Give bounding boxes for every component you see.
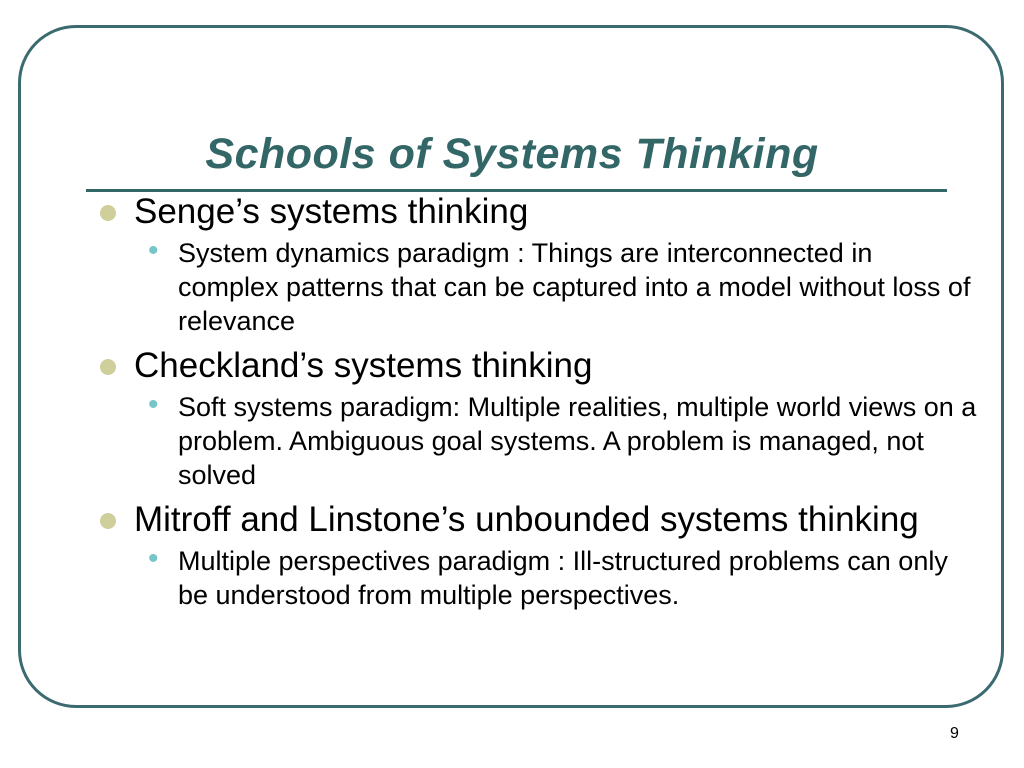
slide-title: Schools of Systems Thinking <box>205 130 819 178</box>
sub-bullet-system-dynamics <box>98 236 978 338</box>
sub-bullet-text: Multiple perspectives paradigm : Ill-structured problems can only be understood from multiple perspectives. <box>178 546 948 610</box>
slide-content <box>98 192 978 612</box>
bullet-text: Checkland’s systems thinking <box>134 346 593 385</box>
sub-bullet-multiple-perspectives <box>98 544 978 612</box>
bullet-item-mitroff-linstone <box>98 500 978 540</box>
bullet-item-senge <box>98 192 978 232</box>
sub-bullet-soft-systems <box>98 390 978 492</box>
round-bullet-icon <box>100 513 116 529</box>
bullet-text: Senge’s systems thinking <box>134 192 529 231</box>
dot-bullet-icon: • <box>148 234 159 267</box>
sub-bullet-text: System dynamics paradigm : Things are interconnected in complex patterns that can be captured into a model without loss of relevance <box>178 238 971 336</box>
bullet-item-checkland <box>98 346 978 386</box>
dot-bullet-icon: • <box>148 542 159 575</box>
round-bullet-icon <box>100 359 116 375</box>
bullet-text: Mitroff and Linstone’s unbounded systems thinking <box>134 500 919 539</box>
dot-bullet-icon: • <box>148 388 159 421</box>
page-number: 9 <box>950 725 959 742</box>
round-bullet-icon <box>100 205 116 221</box>
sub-bullet-text: Soft systems paradigm: Multiple realities, multiple world views on a problem. Ambiguous goal systems. A problem is managed, not solved <box>178 392 977 490</box>
